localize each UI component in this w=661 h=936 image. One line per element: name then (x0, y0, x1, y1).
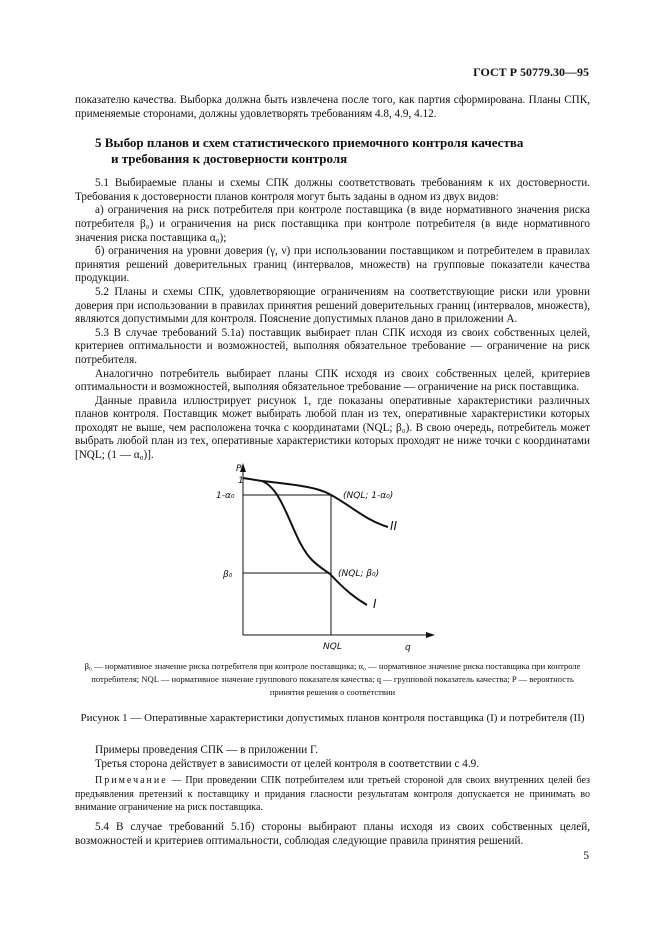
section-title-line2: и требования к достоверности контроля (111, 151, 348, 167)
paragraph: Третья сторона действует в зависимости от целей контроля в соответствии с 4.9. (95, 757, 480, 770)
paragraph: а) ограничения на риск потребителя при контроле поставщика (в виде нормативного значения риска потребителя β₀) и ограничения на риск поставщика при контроле потребителя (в виде нормативного значения риска поставщика α₀); (75, 204, 590, 244)
figure-caption: Рисунок 1 — Оперативные характеристики допустимых планов контроля поставщика (I) и потребителя (II) (80, 712, 585, 724)
curve-II (243, 478, 388, 527)
point-lower-label: (NQL; β₀) (338, 569, 380, 579)
tick-beta: β₀ (223, 570, 233, 580)
note-label: Примечание (95, 775, 168, 787)
curve-II-label: II (390, 519, 398, 533)
page-number: 5 (583, 850, 589, 862)
paragraph: 5.2 Планы и схемы СПК, удовлетворяющие ограничениям на соответствующие риски или уровни доверия при использовании в правилах принятия решений доверительных границ (интервалов, множеств), являются допустимыми для контроля. Пояснение допустимых планов дано в приложении А. (75, 285, 590, 326)
tick-one-minus-alpha: 1-α₀ (216, 491, 235, 501)
paragraph: Данные правила иллюстрирует рисунок 1, где показаны оперативные характеристики различных планов контроля. Поставщик может выбирать любой план из тех, оперативные характеристики которых проходят не выше, чем расположена точка с координатами (NQL; β₀). В свою очередь, потребитель может выбрать любой план из тех, оперативные характеристики которых проходят не ниже точки с координатами [NQL; (1 — α₀)]. (75, 394, 590, 462)
x-axis-arrow-icon (426, 632, 435, 638)
paragraph: 5.4 В случае требований 5.1б) стороны выбирают планы исходя из своих собственных целей, возможностей и критериев оптимальности, соблюдая следующие правила принятия решений. (75, 820, 590, 847)
paragraph: Аналогично потребитель выбирает планы СПК исходя из своих собственных целей, критериев оптимальности и возможностей, выполняя обязательное требование — ограничение на риск поставщика. (75, 367, 590, 394)
note (75, 774, 590, 815)
paragraph: Примеры проведения СПК — в приложении Г. (95, 744, 319, 756)
text-bottom (75, 744, 590, 848)
curve-I-label: I (373, 597, 377, 611)
paragraph: б) ограничения на уровни доверия (γ, ν) при использовании поставщиком и потребителем в правилах принятия решений доверительных границ (интервалов, множеств) на групповые показатели качества продукции. (75, 245, 590, 285)
section-title-line1: 5 Выбор планов и схем статистического приемочного контроля качества (95, 135, 524, 151)
paragraph: 5.1 Выбираемые планы и схемы СПК должны соответствовать требованиям к их достоверности. Требования к достоверности планов контроля могут быть заданы в одном из двух видов: (75, 177, 590, 203)
x-axis-label: q (405, 643, 411, 653)
figure-legend: β₀ — нормативное значение риска потребителя при контроле поставщика; α₀ — нормативное значение риска поставщика при контроле потребителя; NQL — нормативное значение группового показателя качества; q — групповой показатель качества; P — вероятность принятия решения о соответствии (84, 661, 581, 697)
intro-paragraph: показателю качества. Выборка должна быть извлечена после того, как партия сформирована. Планы СПК, применяемые сторонами, должны удовлетворять требованиям 4.8, 4.9, 4.12. (75, 94, 590, 120)
tick-nql: NQL (323, 642, 342, 652)
point-upper-label: (NQL; 1-α₀) (343, 491, 394, 501)
tick-one: 1 (238, 476, 244, 486)
y-axis-label: P (236, 464, 242, 474)
paragraph: 5.3 В случае требований 5.1а) поставщик выбирает план СПК исходя из своих собственных целей, критериев оптимальности и возможностей, выполняя обязательное требование — ограничение на риск потребителя. (75, 326, 590, 366)
note-text: — При проведении СПК потребителем или третьей стороной для своих внутренних целей без предъявления претензий к поставщику и придания гласности результатам контроля допускается не принимать во внимание ограничение на риск поставщика. (75, 775, 590, 814)
document-header: ГОСТ Р 50779.30—95 (473, 65, 589, 79)
